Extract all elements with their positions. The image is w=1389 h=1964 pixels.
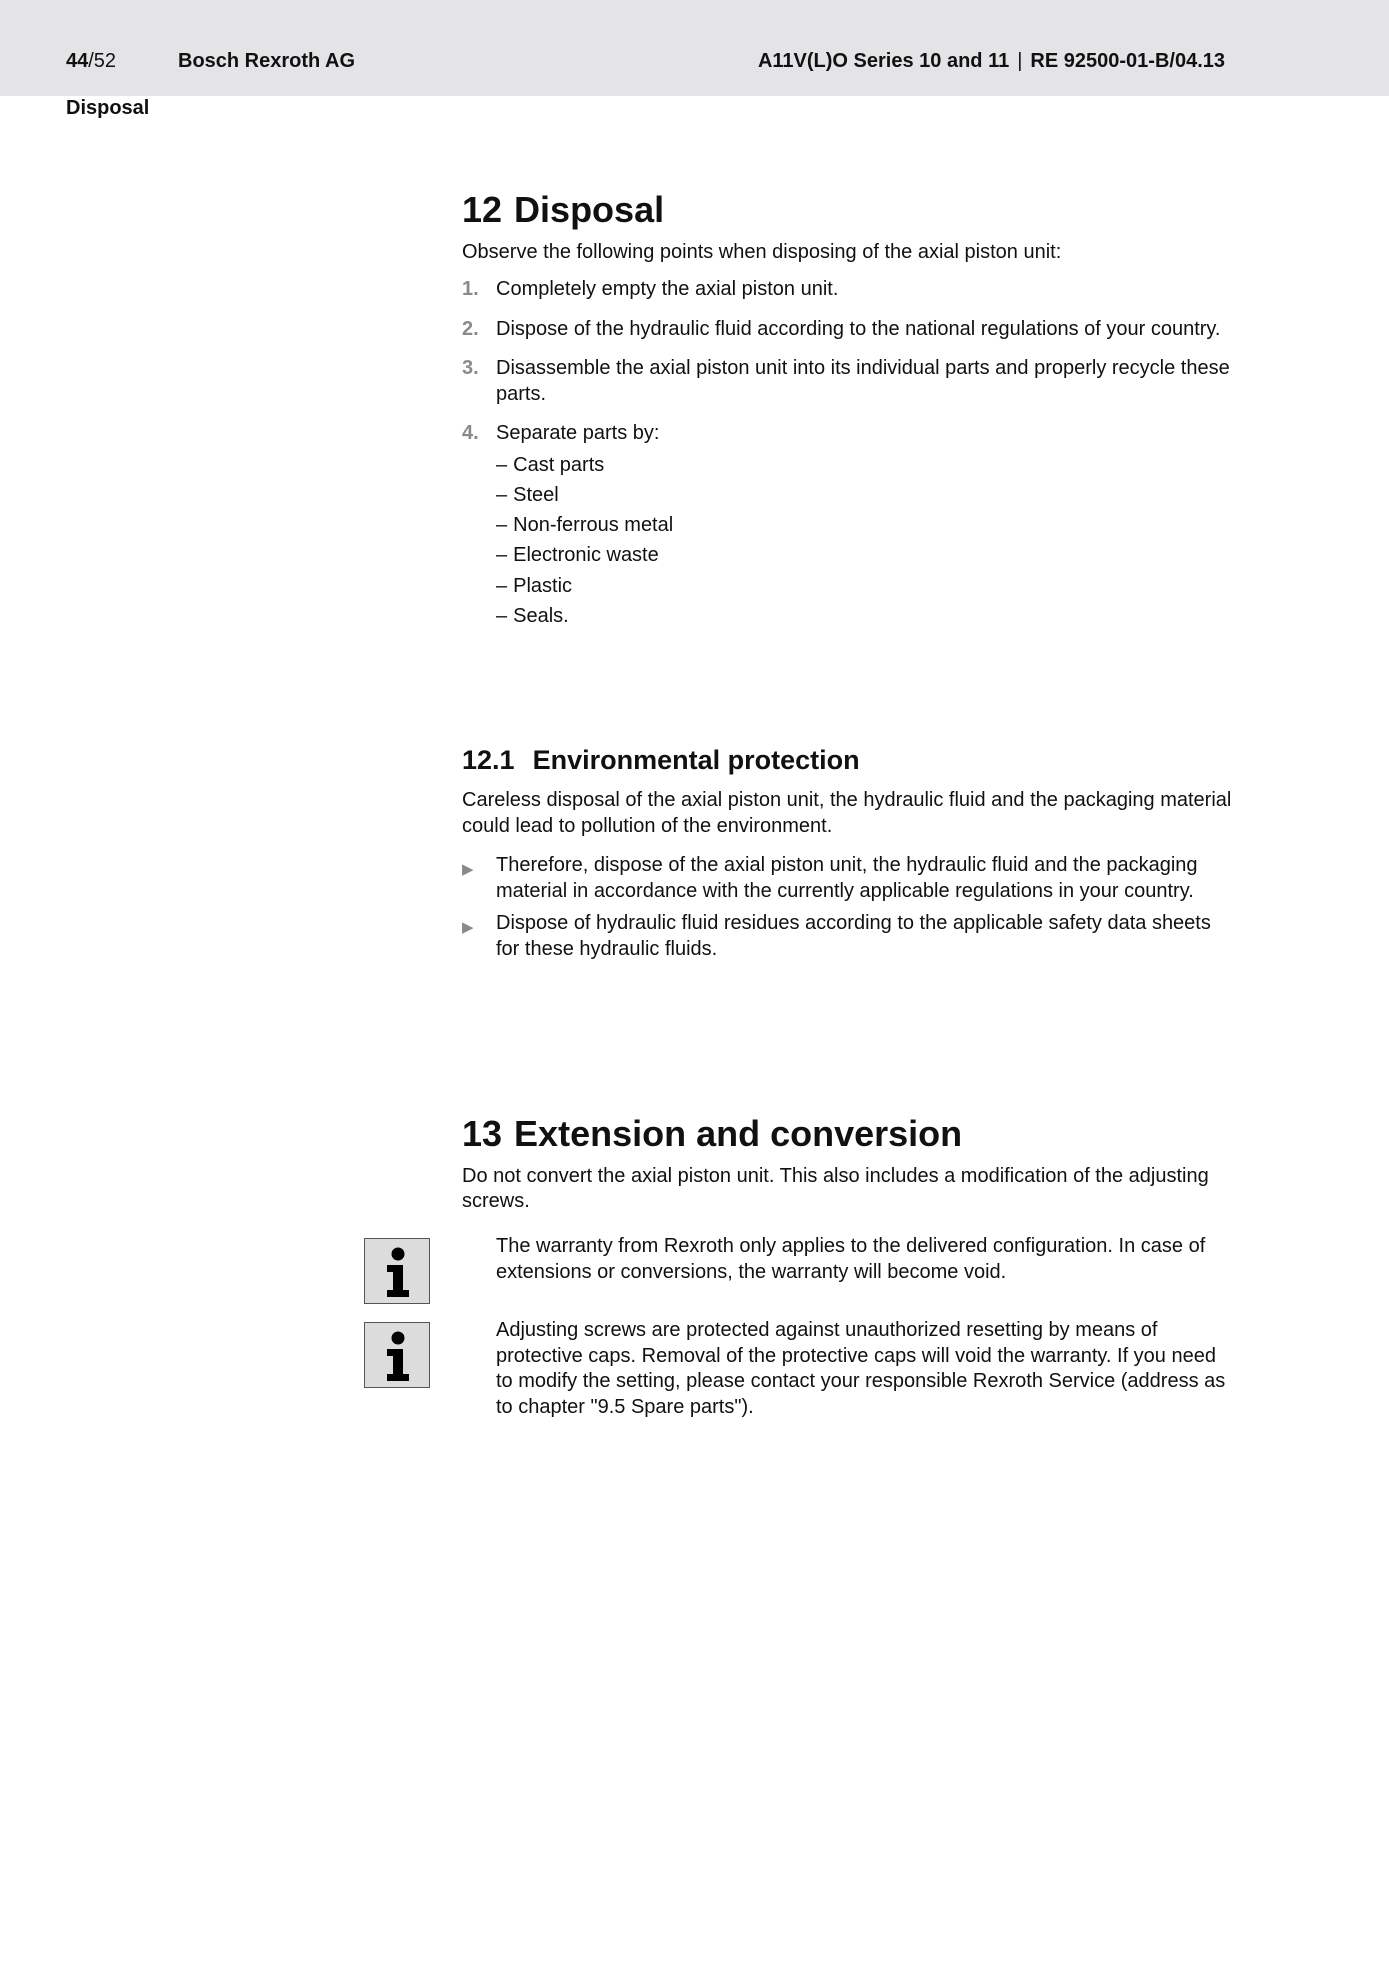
page-current: 44 <box>66 50 89 72</box>
dash-marker: – <box>496 453 508 476</box>
triangle-bullet-icon: ▶ <box>462 861 474 878</box>
part-text: Electronic waste <box>513 544 659 567</box>
heading-title: Extension and conversion <box>514 1113 963 1154</box>
bullet-text: Therefore, dispose of the axial piston unit, the hydraulic fluid and the packaging material in accordance with the currently applicable regulations in your country. <box>496 854 1198 902</box>
list-item <box>462 480 1232 510</box>
step-text: Completely empty the axial piston unit. <box>496 278 839 301</box>
part-text: Plastic <box>513 574 573 597</box>
disposal-heading <box>462 190 1232 230</box>
environmental-heading <box>462 745 1232 776</box>
environmental-section <box>462 745 1232 962</box>
list-item <box>462 421 1232 447</box>
page-header <box>0 0 1389 96</box>
document-reference <box>758 50 1225 73</box>
triangle-bullet-icon: ▶ <box>462 919 474 936</box>
list-item <box>462 356 1232 407</box>
series-title: A11V(L)O Series 10 and 11 <box>757 50 1010 72</box>
disposal-section <box>462 190 1232 631</box>
step-text: Separate parts by: <box>496 422 660 445</box>
extension-intro: Do not convert the axial piston unit. This also includes a modification of the adjusting screws. <box>462 1164 1209 1213</box>
heading-number: 12 <box>462 189 503 230</box>
page-number <box>66 50 116 73</box>
info-icon <box>364 1322 430 1388</box>
step-number: 4. <box>462 422 479 445</box>
dash-marker: – <box>496 483 508 506</box>
step-number: 3. <box>462 357 479 380</box>
list-item <box>462 277 1232 303</box>
step-number: 2. <box>462 317 479 340</box>
step-number: 1. <box>462 278 479 301</box>
list-item <box>462 540 1232 570</box>
disposal-intro: Observe the following points when disposing of the axial piston unit: <box>462 240 1062 263</box>
company-name: Bosch Rexroth AG <box>178 50 356 72</box>
dash-marker: – <box>496 514 508 537</box>
list-item <box>462 317 1232 343</box>
part-text: Steel <box>513 483 559 506</box>
heading-title: Disposal <box>514 189 665 230</box>
part-text: Cast parts <box>513 453 605 476</box>
dash-marker: – <box>496 544 508 567</box>
info-icon <box>364 1238 430 1304</box>
heading-number: 13 <box>462 1113 503 1154</box>
list-item <box>462 911 1232 962</box>
part-text: Non-ferrous metal <box>513 514 674 537</box>
list-item <box>462 853 1232 904</box>
list-item <box>462 510 1232 540</box>
step-text: Dispose of the hydraulic fluid according to the national regulations of your country. <box>496 317 1221 340</box>
dash-marker: – <box>496 574 508 597</box>
bullet-text: Dispose of hydraulic fluid residues according to the applicable safety data sheets for these hydraulic fluids. <box>496 912 1211 960</box>
extension-section <box>462 1114 1232 1215</box>
extension-heading <box>462 1114 1232 1154</box>
list-item <box>462 450 1232 480</box>
dash-marker: – <box>496 605 508 628</box>
environmental-intro: Careless disposal of the axial piston unit, the hydraulic fluid and the packaging material could lead to pollution of the environment. <box>462 789 1232 837</box>
list-item <box>462 571 1232 601</box>
step-text: Disassemble the axial piston unit into its individual parts and properly recycle these parts. <box>496 357 1230 405</box>
part-text: Seals. <box>513 605 569 628</box>
list-item <box>462 601 1232 631</box>
section-label: Disposal <box>66 97 150 119</box>
document-number: RE 92500-01-B/04.13 <box>1030 50 1225 72</box>
parts-list <box>462 450 1232 632</box>
environmental-bullets <box>462 853 1232 962</box>
heading-title: Environmental protection <box>532 745 860 775</box>
adjusting-screws-note: Adjusting screws are protected against unauthorized resetting by means of protective caps. Removal of the protective caps will void the warranty. If you need to modify the setting, please contact your responsible Rexroth Service (address as to chapter "9.5 Spare parts"). <box>496 1319 1226 1418</box>
warranty-note: The warranty from Rexroth only applies to the delivered configuration. In case of extensions or conversions, the warranty will become void. <box>496 1235 1206 1283</box>
disposal-steps <box>462 277 1232 447</box>
page-total: /52 <box>88 50 117 72</box>
header-separator: | <box>1017 50 1023 72</box>
heading-number: 12.1 <box>462 745 515 775</box>
